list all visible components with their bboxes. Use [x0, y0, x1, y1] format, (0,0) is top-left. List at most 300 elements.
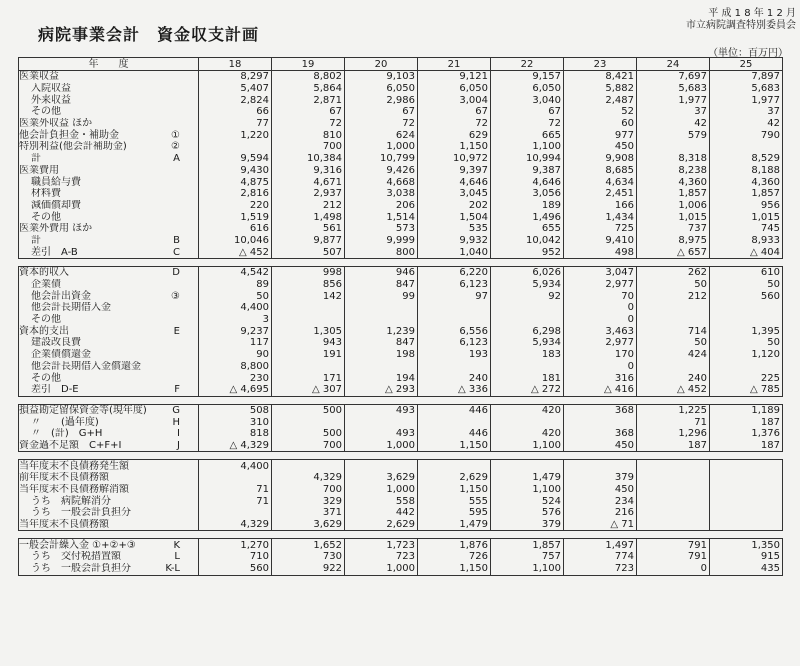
value-cell	[637, 314, 710, 326]
row-code: H	[172, 416, 180, 428]
value-cell: 70	[564, 290, 637, 302]
value-cell: △ 4,695	[199, 384, 272, 396]
table-row	[19, 404, 783, 416]
value-cell: 800	[345, 246, 418, 258]
value-cell: 624	[345, 129, 418, 141]
value-cell: 183	[491, 349, 564, 361]
value-cell: 9,932	[418, 235, 491, 247]
value-cell: 847	[345, 337, 418, 349]
row-label	[19, 212, 198, 223]
row-label	[19, 361, 198, 372]
row-code	[180, 472, 198, 483]
value-cell: 187	[710, 416, 783, 428]
gap-cell	[272, 396, 345, 404]
value-cell: 1,857	[710, 188, 783, 200]
value-cell: 6,050	[345, 83, 418, 95]
value-cell: 10,972	[418, 153, 491, 165]
value-cell: 450	[564, 440, 637, 452]
value-cell: 10,994	[491, 153, 564, 165]
section-gap	[19, 396, 783, 404]
value-cell: 10,384	[272, 153, 345, 165]
row-label-cell	[19, 314, 199, 326]
row-code	[180, 212, 198, 223]
table-row	[19, 507, 783, 519]
value-cell: 498	[564, 246, 637, 258]
value-cell	[418, 302, 491, 314]
value-cell: 71	[199, 495, 272, 507]
value-cell: 99	[345, 290, 418, 302]
value-cell: 757	[491, 551, 564, 563]
row-code: K	[173, 539, 180, 551]
row-label	[19, 130, 198, 141]
row-code	[180, 507, 198, 518]
value-cell: 50	[199, 290, 272, 302]
value-cell: 500	[272, 428, 345, 440]
value-cell: 4,360	[710, 176, 783, 188]
value-cell: 700	[272, 440, 345, 452]
row-label-text: 建設改良費	[31, 337, 81, 349]
value-cell: 1,305	[272, 325, 345, 337]
value-cell	[418, 314, 491, 326]
value-cell: 1,100	[491, 141, 564, 153]
value-cell: 3,629	[345, 472, 418, 484]
row-label-text: 特別利益(他会計補助金)	[19, 141, 127, 153]
gap-cell	[710, 396, 783, 404]
value-cell: 8,318	[637, 153, 710, 165]
row-code	[180, 165, 198, 176]
value-cell	[710, 141, 783, 153]
value-cell	[345, 302, 418, 314]
row-label-text: 当年度末不良債務額	[19, 519, 109, 531]
row-label-text: 当年度末不良債務発生額	[19, 460, 129, 472]
value-cell: 1,000	[345, 563, 418, 575]
value-cell: 9,397	[418, 165, 491, 177]
value-cell: 493	[345, 404, 418, 416]
gap-cell	[491, 259, 564, 267]
row-code	[180, 71, 198, 82]
row-label-text: 他会計負担金・補助金	[19, 129, 119, 141]
row-label	[19, 223, 198, 234]
table-row	[19, 267, 783, 279]
value-cell	[710, 361, 783, 373]
row-label	[19, 472, 198, 483]
table-row	[19, 325, 783, 337]
gap-cell	[272, 259, 345, 267]
row-code	[180, 106, 198, 117]
value-cell: 1,150	[418, 141, 491, 153]
value-cell: 424	[637, 349, 710, 361]
value-cell: 72	[491, 118, 564, 130]
value-cell: 240	[418, 372, 491, 384]
gap-cell	[564, 531, 637, 539]
row-label-text: 外来収益	[31, 94, 71, 106]
value-cell: 573	[345, 223, 418, 235]
value-cell: 6,556	[418, 325, 491, 337]
value-cell: 6,050	[418, 83, 491, 95]
gap-cell	[564, 259, 637, 267]
value-cell: 230	[199, 372, 272, 384]
value-cell: 3,045	[418, 188, 491, 200]
row-label	[19, 384, 198, 395]
value-cell: 3	[199, 314, 272, 326]
row-label	[19, 349, 198, 360]
value-cell: 998	[272, 267, 345, 279]
value-cell	[637, 495, 710, 507]
row-label-cell	[19, 416, 199, 428]
value-cell: 262	[637, 267, 710, 279]
value-cell: 4,400	[199, 302, 272, 314]
value-cell: 595	[418, 507, 491, 519]
row-label-text: うち 一般会計負担分	[31, 563, 131, 575]
value-cell: 8,802	[272, 71, 345, 83]
value-cell: 3,040	[491, 94, 564, 106]
row-label-cell	[19, 141, 199, 153]
value-cell	[637, 472, 710, 484]
value-cell: 435	[710, 563, 783, 575]
table-row	[19, 384, 783, 396]
row-code	[180, 461, 198, 472]
table-row	[19, 246, 783, 258]
table-row	[19, 495, 783, 507]
value-cell: 555	[418, 495, 491, 507]
value-cell: 212	[272, 200, 345, 212]
row-label-text: その他	[31, 211, 61, 223]
row-label-text: 入院収益	[31, 83, 71, 95]
value-cell: 1,376	[710, 428, 783, 440]
gap-cell	[637, 452, 710, 460]
row-label	[19, 95, 198, 106]
section-gap	[19, 259, 783, 267]
value-cell: 4,668	[345, 176, 418, 188]
row-code	[180, 279, 198, 290]
table-row	[19, 235, 783, 247]
value-cell	[199, 472, 272, 484]
table-row	[19, 153, 783, 165]
row-label-cell	[19, 519, 199, 531]
table-row	[19, 361, 783, 373]
value-cell	[637, 519, 710, 531]
value-cell: 714	[637, 325, 710, 337]
value-cell: 2,871	[272, 94, 345, 106]
value-cell: 193	[418, 349, 491, 361]
value-cell: △ 452	[637, 384, 710, 396]
value-cell: 446	[418, 428, 491, 440]
value-cell: 2,977	[564, 279, 637, 291]
value-cell: 9,410	[564, 235, 637, 247]
row-label-text: その他	[31, 106, 61, 118]
table-row	[19, 372, 783, 384]
value-cell: 67	[345, 106, 418, 118]
value-cell: 5,934	[491, 279, 564, 291]
gap-cell	[272, 531, 345, 539]
value-cell: 67	[491, 106, 564, 118]
value-cell: 3,056	[491, 188, 564, 200]
value-cell	[710, 302, 783, 314]
row-label-cell	[19, 384, 199, 396]
row-code	[180, 496, 198, 507]
value-cell: 1,150	[418, 563, 491, 575]
value-cell: 1,723	[345, 539, 418, 551]
value-cell: 1,504	[418, 211, 491, 223]
value-cell: 4,875	[199, 176, 272, 188]
value-cell	[637, 361, 710, 373]
row-code	[180, 200, 198, 211]
row-label	[19, 279, 198, 290]
table-row	[19, 519, 783, 531]
value-cell	[491, 302, 564, 314]
value-cell: 655	[491, 223, 564, 235]
value-cell: 60	[564, 118, 637, 130]
value-cell: 3,038	[345, 188, 418, 200]
table-row	[19, 176, 783, 188]
value-cell: 52	[564, 106, 637, 118]
gap-cell	[19, 396, 199, 404]
value-cell: 6,123	[418, 337, 491, 349]
value-cell: 508	[199, 404, 272, 416]
row-code	[180, 83, 198, 94]
row-label-cell	[19, 165, 199, 177]
value-cell: 8,933	[710, 235, 783, 247]
value-cell: 946	[345, 267, 418, 279]
row-label	[19, 267, 198, 278]
value-cell: 37	[637, 106, 710, 118]
value-cell: 4,400	[199, 460, 272, 472]
row-code	[180, 519, 198, 530]
gap-cell	[345, 452, 418, 460]
value-cell: 0	[564, 361, 637, 373]
table-row	[19, 200, 783, 212]
gap-cell	[491, 452, 564, 460]
value-cell: 791	[637, 539, 710, 551]
gap-cell	[19, 531, 199, 539]
value-cell: 450	[564, 484, 637, 496]
value-cell: 8,238	[637, 165, 710, 177]
value-cell: 8,685	[564, 165, 637, 177]
value-cell: 6,220	[418, 267, 491, 279]
value-cell: 535	[418, 223, 491, 235]
value-cell: 202	[418, 200, 491, 212]
row-code	[180, 188, 198, 199]
table-row	[19, 460, 783, 472]
value-cell	[637, 507, 710, 519]
year-label: 年 度	[19, 58, 199, 71]
value-cell: 379	[491, 519, 564, 531]
value-cell: 166	[564, 200, 637, 212]
value-cell: 66	[199, 106, 272, 118]
row-label-text: 職員給与費	[31, 176, 81, 188]
row-label-cell	[19, 472, 199, 484]
row-code	[180, 302, 198, 313]
value-cell: 1,350	[710, 539, 783, 551]
row-label-cell	[19, 235, 199, 247]
value-cell: 8,800	[199, 361, 272, 373]
row-label	[19, 247, 198, 258]
row-label-text: 前年度末不良債務額	[19, 472, 109, 484]
value-cell: 9,316	[272, 165, 345, 177]
row-label-cell	[19, 71, 199, 83]
value-cell: 5,683	[637, 83, 710, 95]
row-label-cell	[19, 539, 199, 551]
value-cell	[418, 416, 491, 428]
value-cell: 1,519	[199, 211, 272, 223]
row-code: L	[174, 551, 180, 563]
value-cell: 50	[637, 337, 710, 349]
row-code: J	[177, 439, 180, 451]
value-cell: 810	[272, 129, 345, 141]
value-cell: 493	[345, 428, 418, 440]
value-cell: 77	[199, 118, 272, 130]
value-cell: 915	[710, 551, 783, 563]
value-cell	[637, 141, 710, 153]
row-label-text: 他会計出資金	[31, 290, 91, 302]
value-cell: 4,542	[199, 267, 272, 279]
value-cell	[272, 302, 345, 314]
value-cell: 9,999	[345, 235, 418, 247]
row-label	[19, 141, 198, 152]
gap-cell	[637, 259, 710, 267]
value-cell: 0	[564, 314, 637, 326]
gap-cell	[19, 259, 199, 267]
row-label-cell	[19, 460, 199, 472]
value-cell: 5,683	[710, 83, 783, 95]
row-label	[19, 373, 198, 384]
row-label-cell	[19, 302, 199, 314]
value-cell: △ 657	[637, 246, 710, 258]
row-label-text: 一般会計繰入金 ①+②+③	[19, 539, 136, 551]
value-cell: 1,150	[418, 440, 491, 452]
value-cell: 576	[491, 507, 564, 519]
row-label	[19, 563, 198, 574]
row-label	[19, 71, 198, 82]
value-cell: 90	[199, 349, 272, 361]
value-cell: 216	[564, 507, 637, 519]
row-label-text: 他会計長期借入金	[31, 302, 111, 314]
row-code: D	[172, 267, 180, 279]
value-cell: 1,000	[345, 141, 418, 153]
value-cell: 1,100	[491, 440, 564, 452]
section-gap	[19, 452, 783, 460]
row-label-text: 他会計長期借入金償還金	[31, 360, 141, 372]
row-code	[180, 373, 198, 384]
row-code: A	[173, 153, 180, 165]
row-label	[19, 118, 198, 129]
table-row	[19, 211, 783, 223]
row-label-cell	[19, 428, 199, 440]
value-cell: 2,629	[345, 519, 418, 531]
value-cell: 50	[710, 279, 783, 291]
value-cell: 42	[637, 118, 710, 130]
value-cell	[345, 361, 418, 373]
row-label	[19, 291, 198, 302]
gap-cell	[199, 531, 272, 539]
value-cell: 8,529	[710, 153, 783, 165]
gap-cell	[491, 531, 564, 539]
value-cell: 700	[272, 141, 345, 153]
value-cell: 4,329	[272, 472, 345, 484]
value-cell: 579	[637, 129, 710, 141]
value-cell: 10,799	[345, 153, 418, 165]
table-row	[19, 563, 783, 575]
document-meta	[686, 8, 796, 32]
row-code: F	[174, 384, 180, 396]
row-label	[19, 177, 198, 188]
table-row	[19, 302, 783, 314]
row-label-cell	[19, 361, 199, 373]
row-label-cell	[19, 440, 199, 452]
value-cell: 1,652	[272, 539, 345, 551]
value-cell: 72	[418, 118, 491, 130]
value-cell: 8,975	[637, 235, 710, 247]
year-header: 18	[199, 58, 272, 71]
value-cell: 142	[272, 290, 345, 302]
row-code: I	[177, 428, 180, 440]
value-cell: 977	[564, 129, 637, 141]
row-code	[180, 349, 198, 360]
row-label-text: 計	[31, 153, 41, 165]
value-cell: 10,046	[199, 235, 272, 247]
value-cell: 181	[491, 372, 564, 384]
value-cell: 952	[491, 246, 564, 258]
value-cell	[199, 507, 272, 519]
value-cell: 1,239	[345, 325, 418, 337]
row-label	[19, 507, 198, 518]
table-row	[19, 106, 783, 118]
gap-cell	[345, 259, 418, 267]
value-cell: 3,047	[564, 267, 637, 279]
value-cell: 1,296	[637, 428, 710, 440]
row-code	[180, 177, 198, 188]
table-row	[19, 416, 783, 428]
value-cell: 700	[272, 484, 345, 496]
table-row	[19, 551, 783, 563]
row-label-cell	[19, 176, 199, 188]
year-header: 21	[418, 58, 491, 71]
gap-cell	[418, 531, 491, 539]
value-cell: 610	[710, 267, 783, 279]
row-label	[19, 551, 198, 562]
value-cell: 1,015	[637, 211, 710, 223]
unit-label: （単位：百万円）	[708, 48, 788, 59]
document-date: 平 成 1 8 年 1 2 月	[708, 8, 796, 19]
value-cell	[637, 302, 710, 314]
row-label-text: 〃 (計) G+H	[31, 428, 103, 440]
row-label-text: 〃 (過年度)	[31, 416, 99, 428]
value-cell: 665	[491, 129, 564, 141]
gap-cell	[564, 452, 637, 460]
row-label-text: 資金過不足額 C+F+I	[19, 439, 122, 451]
value-cell: 5,934	[491, 337, 564, 349]
value-cell: 420	[491, 404, 564, 416]
value-cell: 329	[272, 495, 345, 507]
value-cell: △ 336	[418, 384, 491, 396]
value-cell: 72	[345, 118, 418, 130]
value-cell: 922	[272, 563, 345, 575]
value-cell: 726	[418, 551, 491, 563]
value-cell: 558	[345, 495, 418, 507]
value-cell	[345, 460, 418, 472]
gap-cell	[272, 452, 345, 460]
value-cell	[637, 460, 710, 472]
value-cell: 6,050	[491, 83, 564, 95]
row-label	[19, 461, 198, 472]
row-label	[19, 235, 198, 246]
value-cell: 1,000	[345, 484, 418, 496]
value-cell: 1,225	[637, 404, 710, 416]
row-code: K-L	[165, 563, 180, 575]
value-cell: 1,040	[418, 246, 491, 258]
value-cell	[272, 314, 345, 326]
value-cell: △ 71	[564, 519, 637, 531]
